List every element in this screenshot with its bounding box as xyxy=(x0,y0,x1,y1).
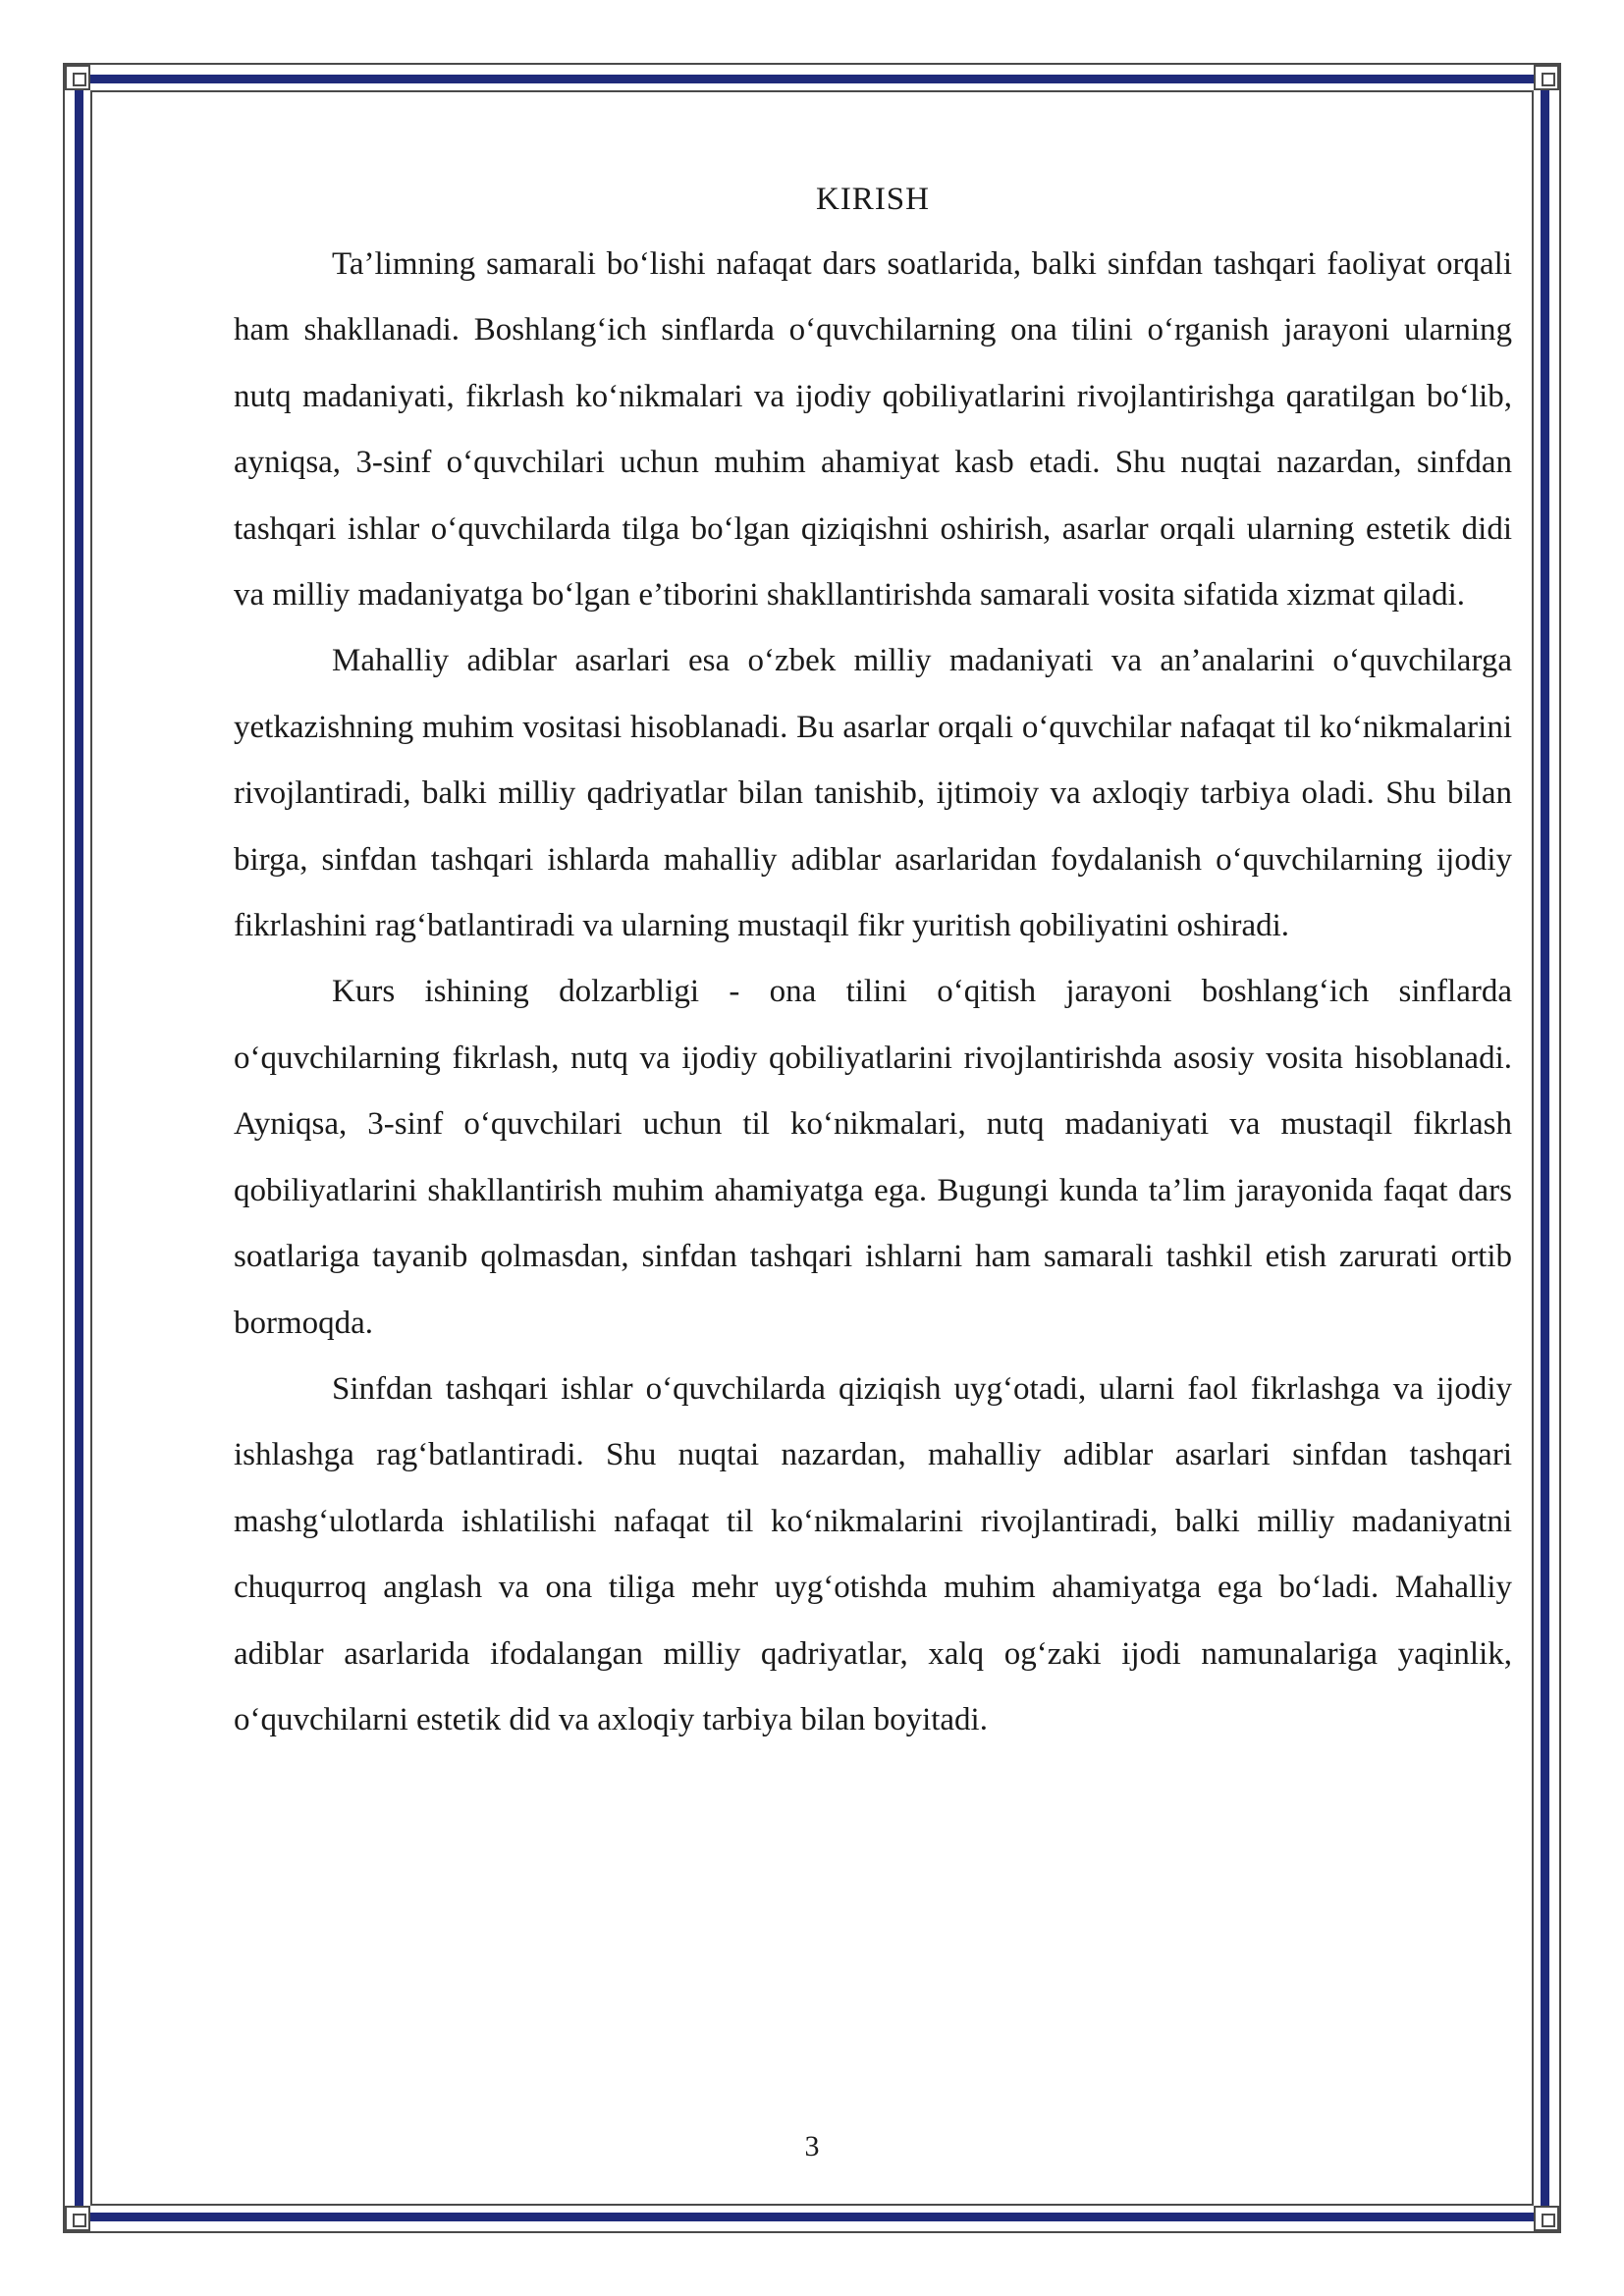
document-body xyxy=(234,167,1512,1753)
corner-ornament-bottom-left xyxy=(65,2206,90,2231)
corner-ornament-top-left xyxy=(65,65,90,90)
page-number: 3 xyxy=(804,2130,820,2163)
corner-ornament-top-right xyxy=(1534,65,1559,90)
section-heading: KIRISH xyxy=(815,182,930,217)
corner-ornament-bottom-right xyxy=(1534,2206,1559,2231)
paragraph-1: Ta’limning samarali bo‘lishi nafaqat dars soatlarida, balki sinfdan tashqari faoliyat orqali ham shakllanadi. Boshlang‘ich sinflarda o‘quvchilarning ona tilini o‘rganish jarayoni ularning nutq madaniyati, fikrlash ko‘nikmalari va ijodiy qobiliyatlarini rivojlantirishga qaratilgan bo‘lib, ayniqsa, 3-sinf o‘quvchilari uchun muhim ahamiyat kasb etadi. Shu nuqtai nazardan, sinfdan tashqari ishlar o‘quvchilarda tilga bo‘lgan qiziqishni oshirish, asarlar orqali ularning estetik didi va milliy madaniyatga bo‘lgan e’tiborini shakllantirishda samarali vosita sifatida xizmat qiladi. xyxy=(234,246,1512,614)
paragraph-4: Sinfdan tashqari ishlar o‘quvchilarda qiziqish uyg‘otadi, ularni faol fikrlashga va ijodiy ishlashga rag‘batlantiradi. Shu nuqtai nazardan, mahalliy adiblar asarlari sinfdan tashqari mashg‘ulotlarda ishlatilishi nafaqat til ko‘nikmalarini rivojlantiradi, balki milliy madaniyatni chuqurroq anglash va ona tiliga mehr uyg‘otishda muhim ahamiyatga ega bo‘ladi. Mahalliy adiblar asarlarida ifodalangan milliy qadriyatlar, xalq og‘zaki ijodi namunalariga yaqinlik, o‘quvchilarni estetik did va axloqiy tarbiya bilan boyitadi. xyxy=(234,1370,1512,1737)
paragraph-2: Mahalliy adiblar asarlari esa o‘zbek milliy madaniyati va an’analarini o‘quvchilarga yetkazishning muhim vositasi hisoblanadi. Bu asarlar orqali o‘quvchilar nafaqat til ko‘nikmalarini rivojlantiradi, balki milliy qadriyatlar bilan tanishib, ijtimoiy va axloqiy tarbiya oladi. Shu bilan birga, sinfdan tashqari ishlarda mahalliy adiblar asarlaridan foydalanish o‘quvchilarning ijodiy fikrlashini rag‘batlantiradi va ularning mustaqil fikr yuritish qobiliyatini oshiradi. xyxy=(234,643,1512,944)
paragraph-3: Kurs ishining dolzarbligi - ona tilini o‘qitish jarayoni boshlang‘ich sinflarda o‘quvchilarning fikrlash, nutq va ijodiy qobiliyatlarini rivojlantirishda asosiy vosita hisoblanadi. Ayniqsa, 3-sinf o‘quvchilari uchun til ko‘nikmalari, nutq madaniyati va mustaqil fikrlash qobiliyatlarini shakllantirish muhim ahamiyatga ega. Bugungi kunda ta’lim jarayonida faqat dars soatlariga tayanib qolmasdan, sinfdan tashqari ishlarni ham samarali tashkil etish zarurati ortib bormoqda. xyxy=(234,974,1512,1341)
